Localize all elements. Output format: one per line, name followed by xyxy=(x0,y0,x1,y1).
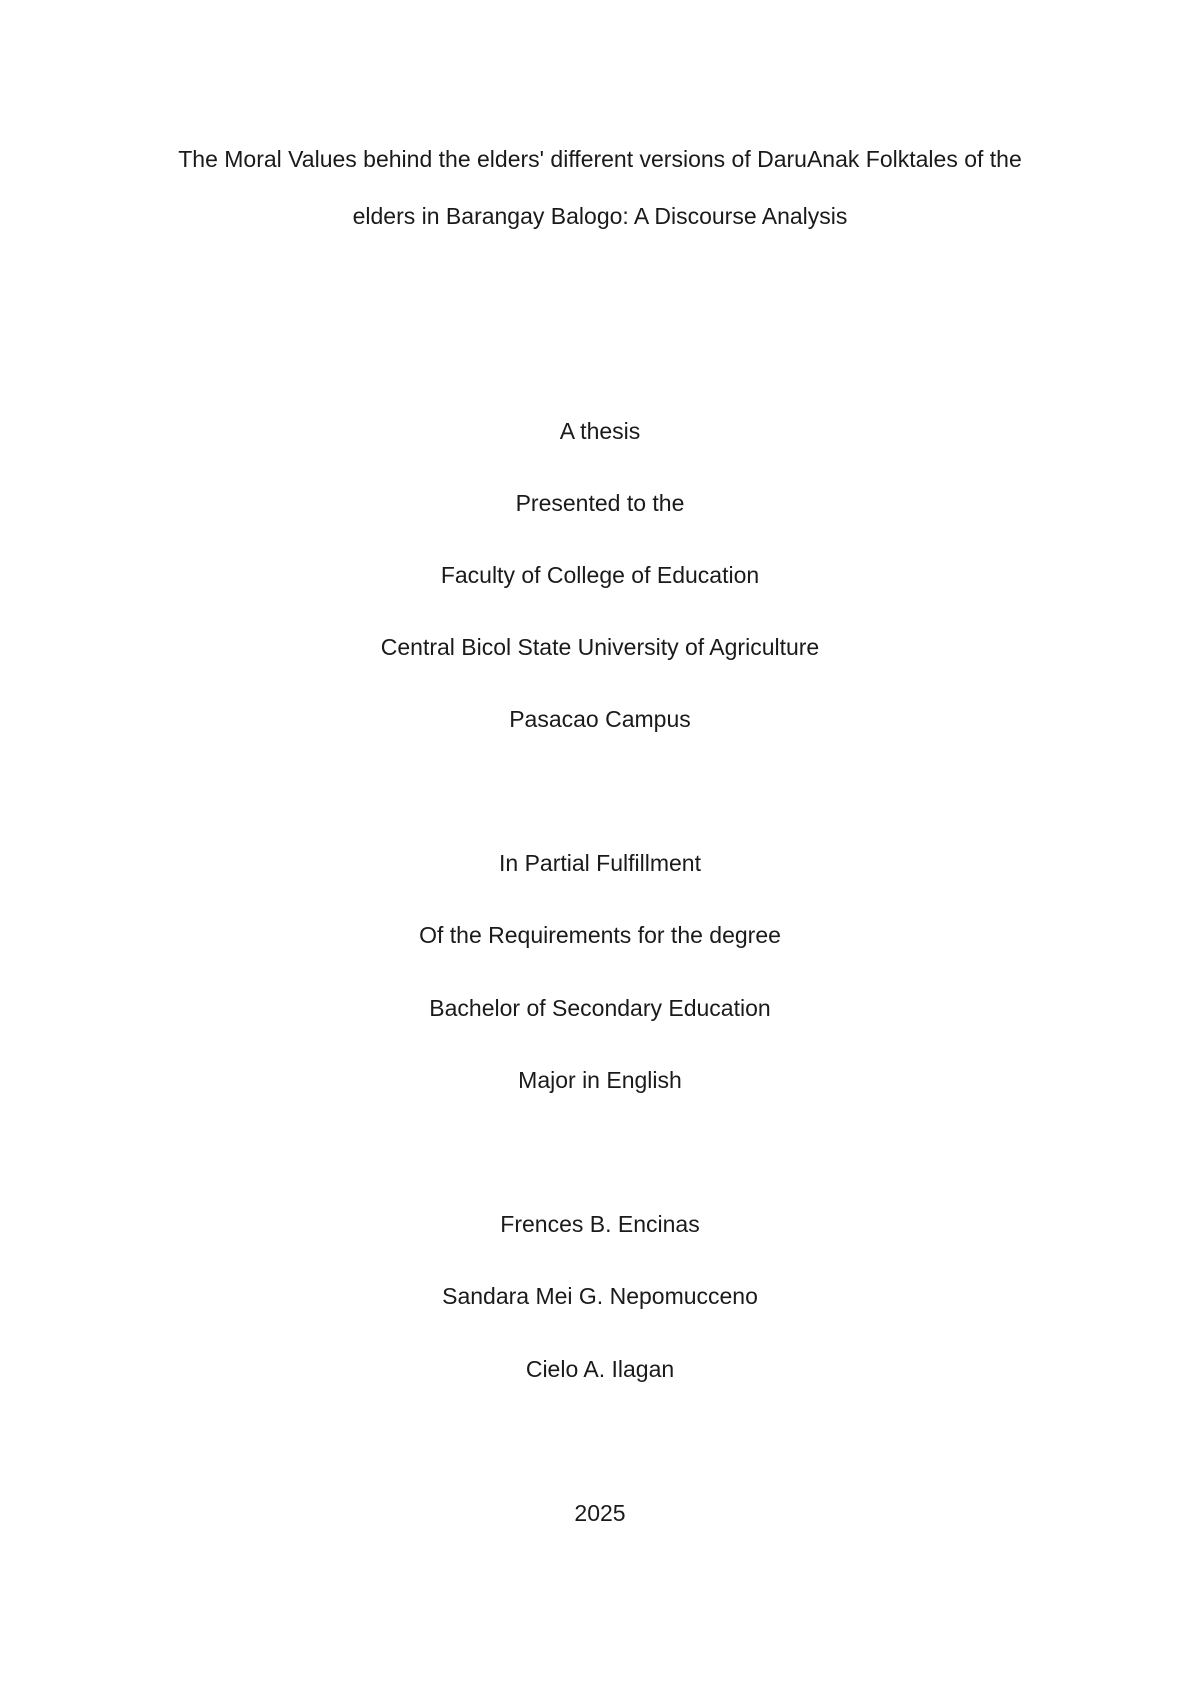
author: Sandara Mei G. Nepomucceno xyxy=(442,1283,758,1309)
degree: Bachelor of Secondary Education xyxy=(429,995,771,1021)
fulfillment-line-2: Of the Requirements for the degree xyxy=(419,922,781,948)
faculty: Faculty of College of Education xyxy=(440,562,760,588)
fulfillment-line-1: In Partial Fulfillment xyxy=(499,850,701,876)
author: Cielo A. Ilagan xyxy=(525,1356,675,1382)
thesis-title-line-1: The Moral Values behind the elders' different versions of DaruAnak Folktales of the xyxy=(178,146,1022,172)
year: 2025 xyxy=(574,1500,626,1526)
author: Frences B. Encinas xyxy=(500,1211,700,1237)
campus: Pasacao Campus xyxy=(509,706,691,732)
thesis-title-line-2: elders in Barangay Balogo: A Discourse Analysis xyxy=(352,203,848,229)
thesis-label: A thesis xyxy=(559,418,641,444)
major: Major in English xyxy=(518,1067,682,1093)
presented-to: Presented to the xyxy=(515,490,685,516)
university: Central Bicol State University of Agriculture xyxy=(380,634,820,660)
